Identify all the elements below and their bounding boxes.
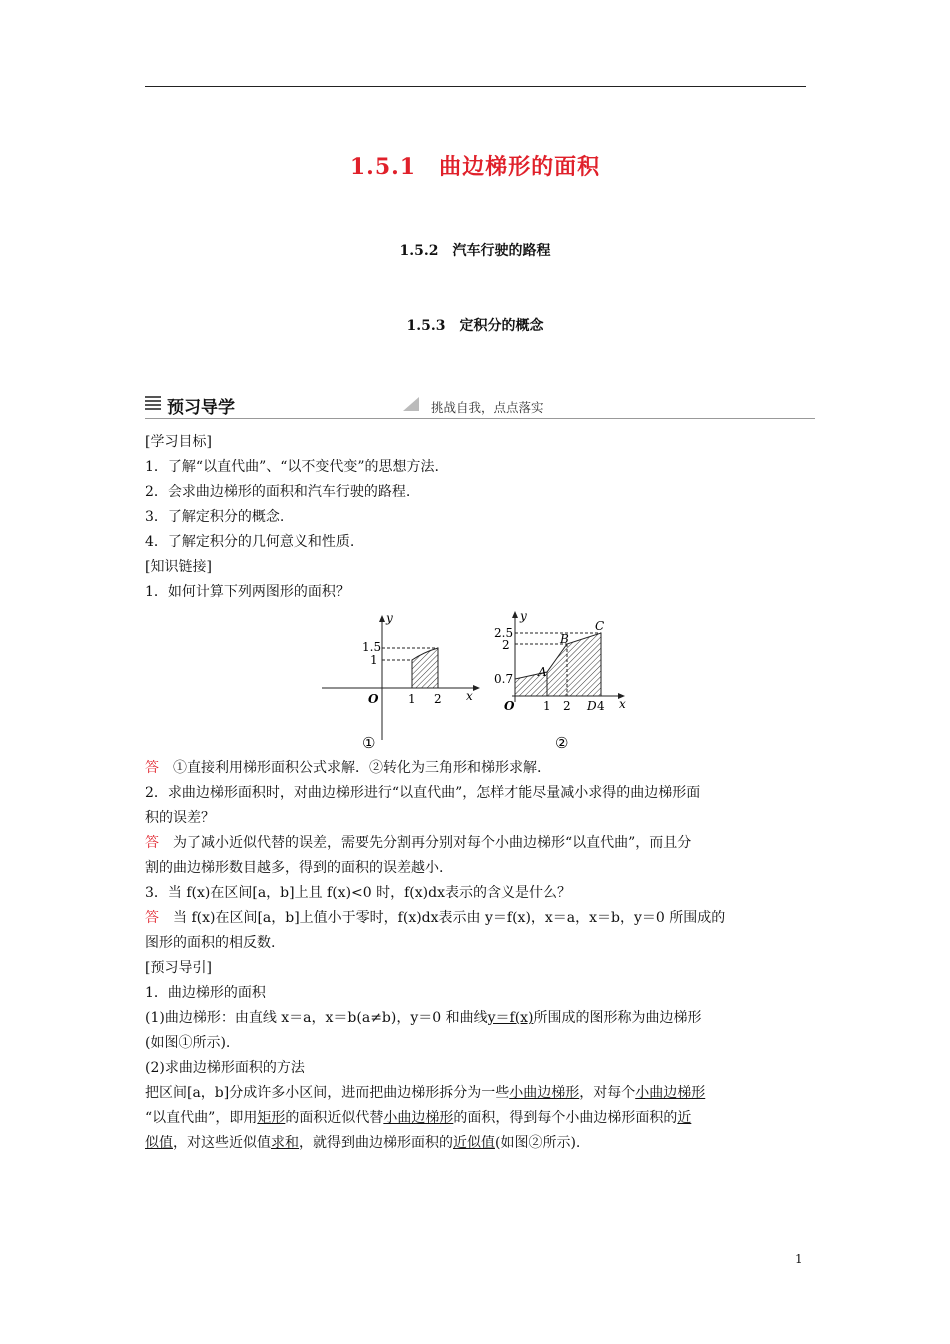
fill-blank: 求和	[271, 1135, 299, 1151]
method-line-1	[145, 1081, 705, 1106]
fill-blank: y＝f(x)	[487, 1010, 534, 1026]
text-span: (1)曲边梯形：由直线 x＝a，x＝b(a≠b)，y＝0 和曲线	[145, 1010, 488, 1026]
shaded-region	[515, 633, 601, 696]
xtick-label: 4	[597, 699, 605, 713]
origin-label: O	[368, 692, 379, 706]
goal-item: 4．了解定积分的几何意义和性质.	[145, 534, 355, 550]
subtitle-2: 1.5.3 定积分的概念	[406, 318, 544, 334]
xtick-label: 2	[563, 699, 571, 713]
subtitle-1: 1.5.2 汽车行驶的路程	[399, 243, 551, 259]
answer-2-cont: 割的曲边梯形数目越多，得到的面积的误差越小.	[145, 860, 444, 876]
method-line-3	[145, 1131, 580, 1156]
fill-blank: 小曲边梯形	[509, 1085, 580, 1101]
shaded-region	[412, 648, 438, 688]
guide-item-1-1-cont: (如图①所示).	[145, 1035, 231, 1051]
answer-2	[145, 831, 691, 856]
fill-blank: 小曲边梯形	[383, 1110, 454, 1126]
answer-3	[145, 906, 725, 931]
link-header: [知识链接]	[145, 559, 212, 575]
y-axis-label: y	[386, 611, 393, 625]
text-span: 把区间[a，b]分成许多小区间，进而把曲边梯形拆分为一些	[145, 1085, 510, 1101]
text-span: 的面积近似代替	[285, 1110, 384, 1126]
banner-stripes-icon	[145, 396, 161, 411]
fill-blank: 矩形	[257, 1110, 286, 1126]
answer-text: ①直接利用梯形面积公式求解．②转化为三角形和梯形求解.	[159, 760, 542, 776]
goals-header: [学习目标]	[145, 434, 212, 450]
figure-1	[318, 610, 488, 750]
banner-rule	[145, 418, 815, 419]
figure-2	[490, 606, 640, 752]
text-span: ，对每个	[579, 1085, 636, 1101]
method-line-2	[145, 1106, 691, 1131]
answer-1	[145, 756, 541, 781]
ytick-label: 0.7	[494, 672, 514, 686]
ytick-label: 1	[370, 653, 378, 667]
banner-slogan: 挑战自我，点点落实	[431, 400, 544, 415]
ytick-label: 2	[502, 638, 510, 652]
header-rule	[145, 86, 806, 87]
ytick-label: 2.5	[494, 626, 514, 640]
question-2: 2．求曲边梯形面积时，对曲边梯形进行“以直代曲”，怎样才能尽量减小求得的曲边梯形面	[145, 785, 701, 801]
goal-item: 3．了解定积分的概念.	[145, 509, 285, 525]
page-title: 1.5.1 曲边梯形的面积	[349, 154, 601, 180]
section-banner	[145, 393, 815, 419]
xtick-label: D	[587, 699, 597, 713]
text-span: ，就得到曲边梯形面积的	[299, 1135, 453, 1151]
y-axis-arrow-icon	[379, 615, 385, 622]
y-axis-label: y	[520, 609, 527, 623]
ytick-label: 1.5	[362, 640, 382, 654]
text-span: (如图②所示).	[495, 1135, 581, 1151]
text-span: 所围成的图形称为曲边梯形	[533, 1010, 702, 1026]
guide-item-1-1	[145, 1006, 702, 1031]
y-axis-arrow-icon	[512, 611, 518, 618]
question-2-cont: 积的误差？	[145, 810, 215, 826]
guide-item-1: 1．曲边梯形的面积	[145, 985, 266, 1001]
answer-text: 为了减小近似代替的误差，需要先分割再分别对每个小曲边梯形“以直代曲”，而且分	[159, 835, 692, 851]
fill-blank: 近	[677, 1110, 692, 1126]
figure-caption: ②	[555, 734, 569, 752]
point-label: B	[560, 632, 569, 646]
xtick-label: 1	[408, 692, 416, 706]
banner-triangle-icon	[403, 397, 419, 411]
question-3: 3．当 f(x)在区间[a，b]上且 f(x)<0 时，f(x)dx表示的含义是什么？	[145, 885, 571, 901]
guide-header: [预习导引]	[145, 960, 212, 976]
question-1: 1．如何计算下列两图形的面积？	[145, 584, 350, 600]
goal-item: 2．会求曲边梯形的面积和汽车行驶的路程.	[145, 484, 411, 500]
x-axis-arrow-icon	[473, 685, 480, 691]
x-axis-label: x	[466, 689, 473, 703]
guide-item-1-2: (2)求曲边梯形面积的方法	[145, 1060, 305, 1076]
banner-label: 预习导学	[167, 398, 235, 418]
fill-blank: 小曲边梯形	[635, 1085, 706, 1101]
xtick-label: 1	[543, 699, 551, 713]
goal-item: 1．了解“以直代曲”、“以不变代变”的思想方法.	[145, 459, 439, 475]
answer-3-cont: 图形的面积的相反数.	[145, 935, 276, 951]
xtick-label: 2	[434, 692, 442, 706]
text-span: 的面积，得到每个小曲边梯形面积的	[453, 1110, 678, 1126]
text-span: “以直代曲”，即用	[145, 1110, 258, 1126]
fill-blank: 近似值	[453, 1135, 495, 1151]
page-number: 1	[795, 1252, 803, 1266]
answer-tag: 答	[145, 760, 159, 776]
point-label: A	[538, 665, 547, 679]
text-span: ，对这些近似值	[173, 1135, 271, 1151]
fill-blank: 似值	[145, 1135, 173, 1151]
answer-tag: 答	[145, 910, 159, 926]
origin-label: O	[504, 699, 515, 713]
answer-text: 当 f(x)在区间[a，b]上值小于零时，f(x)dx表示由 y＝f(x)，x＝a，x＝b，y＝0 所围成的	[159, 910, 726, 926]
point-label: C	[595, 619, 605, 633]
x-axis-label: x	[619, 697, 626, 711]
figure-caption: ①	[362, 734, 376, 750]
answer-tag: 答	[145, 835, 159, 851]
